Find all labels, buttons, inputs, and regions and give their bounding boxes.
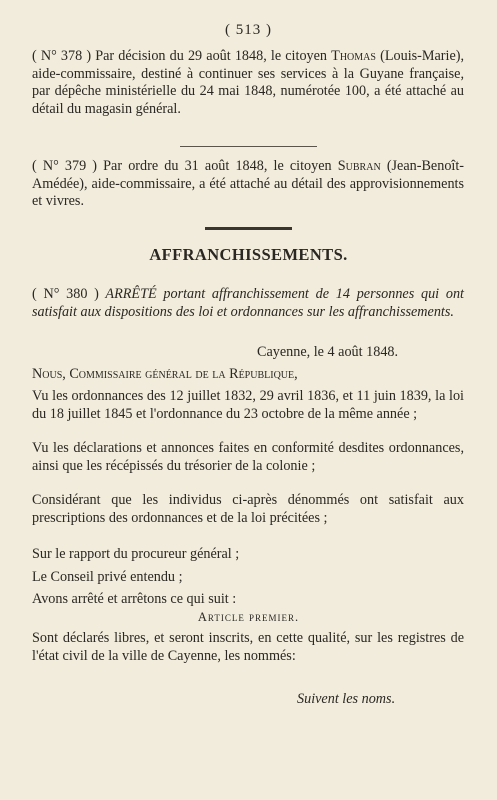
person-name: Subran <box>337 158 381 174</box>
entry-number: ( N° 380 ) <box>32 286 99 302</box>
separator-rule <box>180 146 317 147</box>
separator-rule-thick <box>205 227 292 230</box>
entry-text: Par décision du 29 août 1848, le citoyen <box>95 48 328 64</box>
paragraph-vu-declarations: Vu les déclarations et annonces faites en conformité desdites ordonnances, ainsi que les récépissés du trésorier de la colonie ; <box>32 440 464 474</box>
paragraph-conseil: Le Conseil privé entendu ; <box>32 569 183 585</box>
page-number: ( 513 ) <box>225 22 272 38</box>
paragraph-vu-ordonnances: Vu les ordonnances des 12 juillet 1832, 29 avril 1836, et 11 juin 1839, la loi du 18 juillet 1845 et l'ordonnance du 23 octobre de la même année ; <box>32 388 464 422</box>
preamble: Nous, Commissaire général de la République, <box>32 366 298 382</box>
entry-number: ( N° 379 ) <box>32 158 98 174</box>
entry-text: (Louis-Marie), aide-commissaire, destiné à continuer ses services à la Guyane française, par dépêche ministérielle du 24 mai 1848, numérotée 100, a été attaché au détail du magasin général. <box>32 48 465 117</box>
entry-379 <box>32 158 464 211</box>
entry-number: ( N° 378 ) <box>32 48 92 64</box>
entry-text: (Jean-Benoît-Amédée), aide-commissaire, a été attaché au détail des approvisionnements et vivres. <box>32 158 465 209</box>
closing-line: Suivent les noms. <box>297 691 396 707</box>
person-name: Thomas <box>331 48 376 64</box>
paragraph-rapport: Sur le rapport du procureur général ; <box>32 546 240 562</box>
date-line: Cayenne, le 4 août 1848. <box>257 344 399 360</box>
paragraph-considerant: Considérant que les individus ci-après dénommés ont satisfait aux prescriptions des ordonnances et de la loi précitées ; <box>32 492 464 526</box>
entry-378 <box>32 48 464 118</box>
entry-title: ARRÊTÉ portant affranchissement de 14 personnes qui ont satisfait aux dispositions des loi et ordonnances sur les affranchissements. <box>32 286 464 320</box>
entry-380 <box>32 286 464 321</box>
section-heading: AFFRANCHISSEMENTS. <box>149 245 348 264</box>
paragraph-avons: Avons arrêté et arrêtons ce qui suit : <box>32 591 237 607</box>
article-heading: Article premier. <box>197 610 300 624</box>
article-text: Sont déclarés libres, et seront inscrits, en cette qualité, sur les registres de l'état civil de la ville de Cayenne, les nommés: <box>32 630 464 664</box>
entry-text: Par ordre du 31 août 1848, le citoyen <box>103 158 332 174</box>
